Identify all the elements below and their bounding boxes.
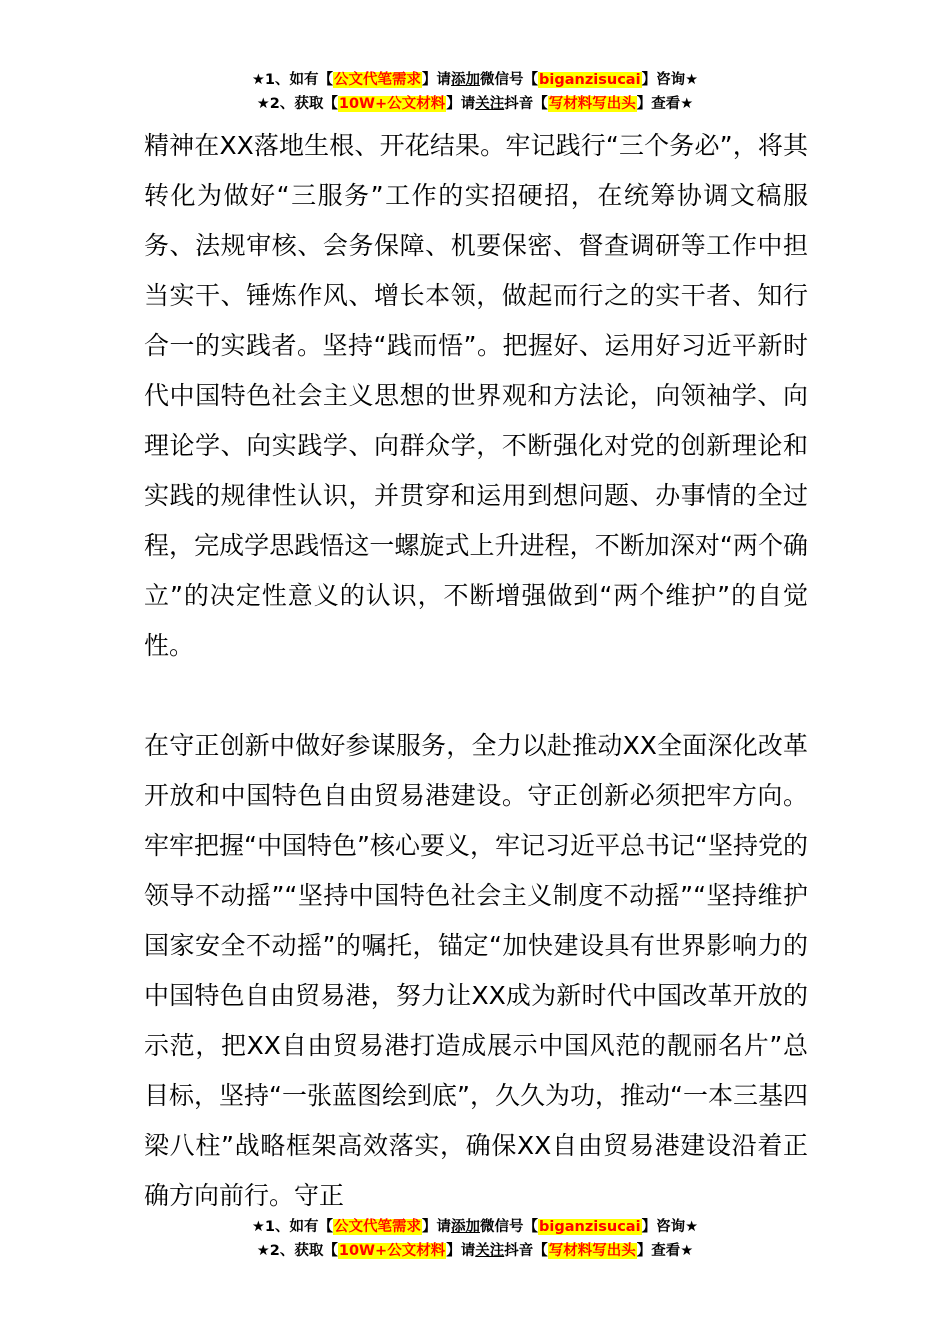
banner-text: ★2、获取【 <box>256 1243 338 1259</box>
banner-line-2 <box>0 1239 950 1263</box>
banner-text: 】请 <box>446 96 476 112</box>
banner-highlight: 公文代笔需求 <box>334 72 422 88</box>
banner-text: 】咨询★ <box>641 1219 699 1235</box>
paragraph: 精神在XX落地生根、开花结果。牢记践行“三个务必”，将其转化为做好“三服务”工作的实招硬招，在统筹协调文稿服务、法规审核、会务保障、机要保密、督查调研等工作中担当实干、锤炼作风、增长本领，做起而行之的实干者、知行合一的实践者。坚持“践而悟”。把握好、运用好习近平新时代中国特色社会主义思想的世界观和方法论，向领袖学、向理论学、向实践学、向群众学，不断强化对党的创新理论和实践的规律性认识，并贯穿和运用到想问题、办事情的全过程，完成学思践悟这一螺旋式上升进程，不断加深对“两个确立”的决定性意义的认识，不断增强做到“两个维护”的自觉性。 <box>144 131 808 660</box>
banner-text: ★2、获取【 <box>256 96 338 112</box>
banner-highlight: biganzisucai <box>539 1219 641 1235</box>
banner-emphasis: 添加 <box>451 1219 481 1235</box>
banner-highlight: 10W+公文材料 <box>338 1243 446 1259</box>
banner-text: ★1、如有【 <box>251 72 334 88</box>
paragraph: 在守正创新中做好参谋服务，全力以赴推动XX全面深化改革开放和中国特色自由贸易港建设。守正创新必须把牢方向。牢牢把握“中国特色”核心要义，牢记习近平总书记“坚持党的领导不动摇”“坚持中国特色社会主义制度不动摇”“坚持维护国家安全不动摇”的嘱托，锚定“加快建设具有世界影响力的中国特色自由贸易港，努力让XX成为新时代中国改革开放的示范，把XX自由贸易港打造成展示中国风范的靓丽名片”总目标，坚持“一张蓝图绘到底”，久久为功，推动“一本三基四梁八柱”战略框架高效落实，确保XX自由贸易港建设沿着正确方向前行。守正 <box>144 731 808 1210</box>
banner-text: 】咨询★ <box>641 72 699 88</box>
document-body <box>144 121 808 1221</box>
banner-text: 】查看★ <box>636 1243 694 1259</box>
banner-highlight: biganzisucai <box>539 72 641 88</box>
banner-text: 】查看★ <box>636 96 694 112</box>
banner-highlight: 10W+公文材料 <box>338 96 446 112</box>
banner-emphasis: 关注 <box>475 1243 505 1259</box>
banner-highlight: 写材料写出头 <box>548 96 636 112</box>
banner-text: 】请 <box>446 1243 476 1259</box>
header-banner <box>0 68 950 116</box>
banner-highlight: 写材料写出头 <box>548 1243 636 1259</box>
banner-emphasis: 关注 <box>475 96 505 112</box>
footer-banner <box>0 1215 950 1263</box>
banner-text: 微信号【 <box>480 1219 539 1235</box>
banner-text: 抖音【 <box>504 96 548 112</box>
banner-highlight: 公文代笔需求 <box>334 1219 422 1235</box>
banner-text: 微信号【 <box>480 72 539 88</box>
banner-line-2 <box>0 92 950 116</box>
banner-line-1 <box>0 1215 950 1239</box>
banner-text: ★1、如有【 <box>251 1219 334 1235</box>
banner-text: 】请 <box>422 72 452 88</box>
banner-text: 】请 <box>422 1219 452 1235</box>
banner-line-1 <box>0 68 950 92</box>
banner-text: 抖音【 <box>504 1243 548 1259</box>
banner-emphasis: 添加 <box>451 72 481 88</box>
